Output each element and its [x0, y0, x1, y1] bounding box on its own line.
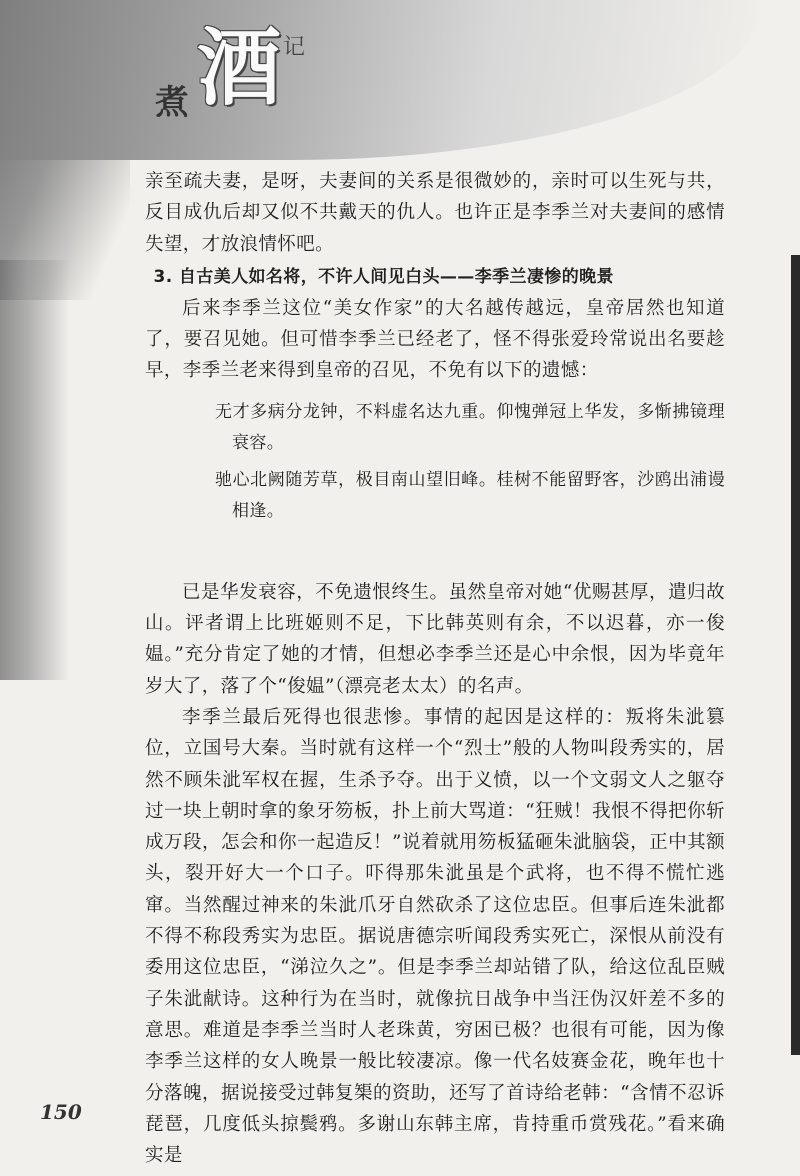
- header-band: [0, 0, 760, 160]
- poem-block: [145, 397, 725, 527]
- page-number: 150: [40, 1100, 82, 1124]
- paragraph-2: 后来李季兰这位“美女作家”的大名越传越远，皇帝居然也知道了，要召见她。但可惜李季兰已经老了，怪不得张爱玲常说出名要趁早，李季兰老来得到皇帝的召见，不免有以下的遗憾：: [145, 297, 725, 382]
- poem-line-2: 驰心北阙随芳草，极目南山望旧峰。桂树不能留野客，沙鸥出浦谩相逢。: [215, 469, 725, 521]
- logo-ji: 记: [283, 35, 306, 60]
- poem-line-1: 无才多病分龙钟，不料虚名达九重。仰愧弹冠上华发，多惭拂镜理衰容。: [215, 401, 725, 453]
- section-heading: 3. 自古美人如名将，不许人间见白头——李季兰凄惨的晚景: [153, 266, 614, 287]
- paragraph-4: 李季兰最后死得也很悲惨。事情的起因是这样的：叛将朱泚篡位，立国号大秦。当时就有这样一个“烈士”般的人物叫段秀实的，居然不顾朱泚军权在握，生杀予夺。出于义愤，以一个文弱文人之躯夺过一块上朝时拿的象牙笏板，扑上前大骂道：“狂贼！我恨不得把你斩成万段，怎会和你一起造反！”说着就用笏板猛砸朱泚脑袋，正中其额头，裂开好大一个口子。吓得那朱泚虽是个武将，也不得不慌忙逃窜。当然醒过神来的朱泚爪牙自然砍杀了这位忠臣。但事后连朱泚都不得不称段秀实为忠臣。据说唐德宗听闻段秀实死亡，深恨从前没有委用这位忠臣，“涕泣久之”。但是李季兰却站错了队，给这位乱臣贼子朱泚献诗。这种行为在当时，就像抗日战争中当汪伪汉奸差不多的意思。难道是李季兰当时人老珠黄，穷困已极？也很有可能，因为像李季兰这样的女人晚景一般比较凄凉。像一代名妓赛金花，晚年也十分落魄，据说接受过韩复榘的资助，还写了首诗给老韩：“含情不忍诉琵琶，几度低头掠鬓鸦。多谢山东韩主席，肯持重币赏残花。”看来确实是: [145, 706, 725, 1167]
- page-edge-bar: [791, 255, 800, 1055]
- logo-zhu: 煮: [155, 83, 189, 123]
- paragraph-3: 已是华发衰容，不免遗恨终生。虽然皇帝对她“优赐甚厚，遣归故山。评者谓上比班姬则不足，下比韩英则有余，不以迟暮，亦一俊媪。”充分肯定了她的才情，但想必李季兰还是心中余恨，因为毕竟年岁大了，落了个“俊媪”（漂亮老太太）的名声。: [145, 581, 725, 697]
- paragraph-1: 亲至疏夫妻，是呀，夫妻间的关系是很微妙的，亲时可以生死与共，反目成仇后却又似不共戴天的仇人。也许正是李季兰对夫妻间的感情失望，才放浪情怀吧。: [145, 171, 725, 255]
- header-logo: [145, 18, 325, 123]
- left-shade: [0, 260, 70, 680]
- logo-jiu: 酒: [197, 18, 282, 117]
- page-content: [145, 166, 725, 1171]
